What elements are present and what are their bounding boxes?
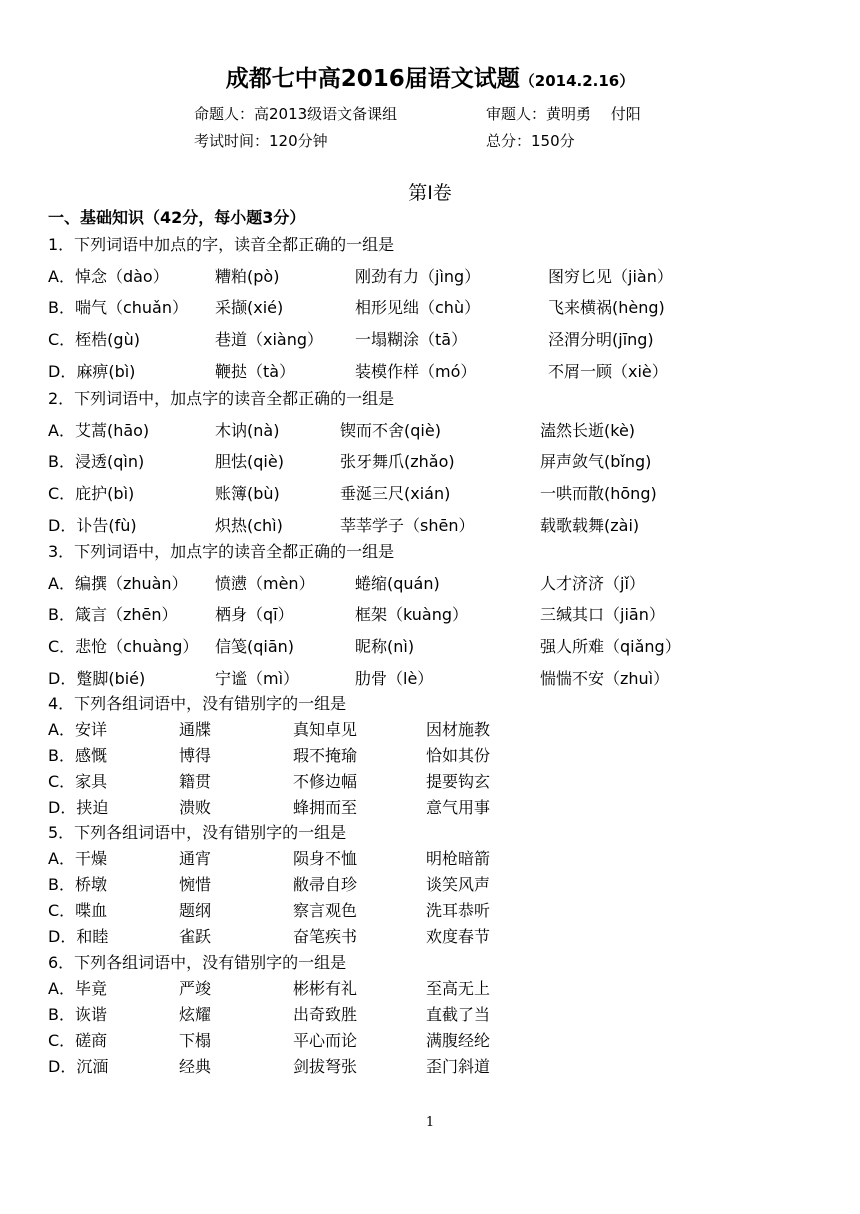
option-word: 强人所难（qiǎng） [540, 637, 681, 657]
option-word: 炫耀 [179, 1005, 212, 1024]
option-label: D．讣告(fù) [48, 515, 137, 535]
option-label: A．毕竟 [48, 979, 107, 998]
option-word: 蜂拥而至 [293, 798, 358, 817]
option-label: B．桥墩 [48, 875, 107, 894]
option-word: 敝帚自珍 [293, 875, 358, 894]
option-label: A．干燥 [48, 849, 107, 868]
option-word: 不修边幅 [293, 772, 358, 791]
option-label: C．喋血 [48, 901, 108, 920]
option-word: 一哄而散(hōng) [540, 484, 657, 504]
option-word: 欢度春节 [426, 927, 491, 946]
option-word: 飞来横祸(hèng) [548, 298, 665, 318]
option-word: 奋笔疾书 [293, 927, 358, 946]
option-word: 平心而论 [293, 1031, 358, 1050]
option-label: C．磋商 [48, 1031, 108, 1050]
option-word: 陨身不恤 [293, 849, 358, 868]
option-label: C．桎梏(gù) [48, 330, 140, 350]
option-word: 装模作样（mó） [355, 361, 477, 381]
option-word: 人才济济（jǐ） [540, 573, 645, 593]
option-word: 张牙舞爪(zhǎo) [340, 452, 455, 472]
author-line: 命题人：高2013级语文备课组 [194, 105, 398, 123]
option-word: 溘然长逝(kè) [540, 420, 636, 440]
option-word: 炽热(chì) [215, 515, 283, 535]
option-word: 惋惜 [179, 875, 212, 894]
option-label: C．悲怆（chuàng） [48, 637, 199, 657]
option-word: 胆怯(qiè) [215, 452, 284, 472]
option-word: 溃败 [179, 798, 212, 817]
page-number: 1 [425, 1115, 435, 1130]
option-label: A．安详 [48, 720, 107, 739]
option-label: A．悼念（dào） [48, 266, 169, 286]
option-label: B．感慨 [48, 746, 107, 765]
option-word: 一塌糊涂（tā） [355, 330, 468, 350]
option-word: 洗耳恭听 [426, 901, 491, 920]
option-word: 栖身（qī） [215, 605, 294, 625]
option-word: 锲而不舍(qiè) [340, 420, 441, 440]
option-label: D．挟迫 [48, 798, 109, 817]
option-word: 剑拔弩张 [293, 1057, 358, 1076]
option-word: 下榻 [179, 1031, 212, 1050]
time-line: 考试时间：120分钟 [194, 132, 328, 150]
option-word: 泾渭分明(jīng) [548, 330, 654, 350]
question-stem: 6．下列各组词语中，没有错别字的一组是 [48, 953, 347, 972]
option-word: 明枪暗箭 [426, 849, 491, 868]
option-word: 通牒 [179, 720, 212, 739]
exam-title: 成都七中高2016届语文试题 [225, 66, 520, 92]
option-word: 载歌载舞(zài) [540, 515, 640, 535]
option-word: 至高无上 [426, 979, 491, 998]
option-word: 满腹经纶 [426, 1031, 491, 1050]
reviewer-line: 审题人：黄明勇 付阳 [486, 105, 641, 123]
option-label: D．蹩脚(bié) [48, 668, 146, 688]
option-label: D．麻痹(bì) [48, 361, 136, 381]
option-label: B．箴言（zhēn） [48, 605, 178, 625]
option-label: C．家具 [48, 772, 108, 791]
section-heading: 一、基础知识（42分，每小题3分） [48, 208, 306, 227]
option-word: 宁谧（mì） [215, 668, 300, 688]
question-stem: 4．下列各组词语中，没有错别字的一组是 [48, 694, 347, 713]
option-word: 图穷匕见（jiàn） [548, 266, 673, 286]
option-word: 谈笑风声 [426, 875, 491, 894]
option-word: 恰如其份 [426, 746, 491, 765]
option-word: 三缄其口（jiān） [540, 605, 665, 625]
option-word: 巷道（xiàng） [215, 330, 324, 350]
exam-date: （2014.2.16） [519, 72, 635, 90]
option-word: 莘莘学子（shēn） [340, 515, 475, 535]
score-line: 总分：150分 [486, 132, 575, 150]
option-word: 通宵 [179, 849, 212, 868]
option-word: 察言观色 [293, 901, 358, 920]
option-label: A．编撰（zhuàn） [48, 573, 188, 593]
option-label: B．喘气（chuǎn） [48, 298, 189, 318]
option-word: 惴惴不安（zhuì） [540, 668, 670, 688]
option-word: 垂涎三尺(xián) [340, 484, 451, 504]
page-title [0, 60, 860, 93]
option-label: B．诙谐 [48, 1005, 107, 1024]
option-word: 雀跃 [179, 927, 212, 946]
option-word: 木讷(nà) [215, 420, 280, 440]
option-word: 昵称(nì) [355, 637, 415, 657]
question-stem: 5．下列各组词语中，没有错别字的一组是 [48, 823, 347, 842]
option-word: 愤懑（mèn） [215, 573, 315, 593]
option-word: 提要钩玄 [426, 772, 491, 791]
option-word: 经典 [179, 1057, 212, 1076]
option-word: 框架（kuàng） [355, 605, 469, 625]
option-word: 刚劲有力（jìng） [355, 266, 481, 286]
option-word: 意气用事 [426, 798, 491, 817]
option-word: 彬彬有礼 [293, 979, 358, 998]
option-word: 博得 [179, 746, 212, 765]
option-word: 直截了当 [426, 1005, 491, 1024]
option-word: 瑕不掩瑜 [293, 746, 358, 765]
option-label: B．浸透(qìn) [48, 452, 145, 472]
option-word: 采撷(xié) [215, 298, 284, 318]
option-word: 出奇致胜 [293, 1005, 358, 1024]
option-word: 信笺(qiān) [215, 637, 295, 657]
question-stem: 2．下列词语中，加点字的读音全都正确的一组是 [48, 389, 395, 408]
option-label: D．沉湎 [48, 1057, 109, 1076]
option-label: A．艾蒿(hāo) [48, 420, 150, 440]
option-word: 不屑一顾（xiè） [548, 361, 668, 381]
option-word: 因材施教 [426, 720, 491, 739]
option-word: 题纲 [179, 901, 212, 920]
option-word: 真知卓见 [293, 720, 358, 739]
option-word: 屏声敛气(bǐng) [540, 452, 652, 472]
option-word: 蜷缩(quán) [355, 573, 440, 593]
option-word: 肋骨（lè） [355, 668, 434, 688]
option-label: C．庇护(bì) [48, 484, 135, 504]
option-word: 严竣 [179, 979, 212, 998]
option-word: 糟粕(pò) [215, 266, 280, 286]
option-word: 籍贯 [179, 772, 212, 791]
option-word: 鞭挞（tà） [215, 361, 296, 381]
question-stem: 3．下列词语中，加点字的读音全都正确的一组是 [48, 542, 395, 561]
question-stem: 1．下列词语中加点的字，读音全都正确的一组是 [48, 235, 395, 254]
volume-heading: 第Ⅰ卷 [408, 182, 452, 204]
option-label: D．和睦 [48, 927, 109, 946]
option-word: 相形见绌（chù） [355, 298, 481, 318]
option-word: 账簿(bù) [215, 484, 280, 504]
option-word: 歪门斜道 [426, 1057, 491, 1076]
